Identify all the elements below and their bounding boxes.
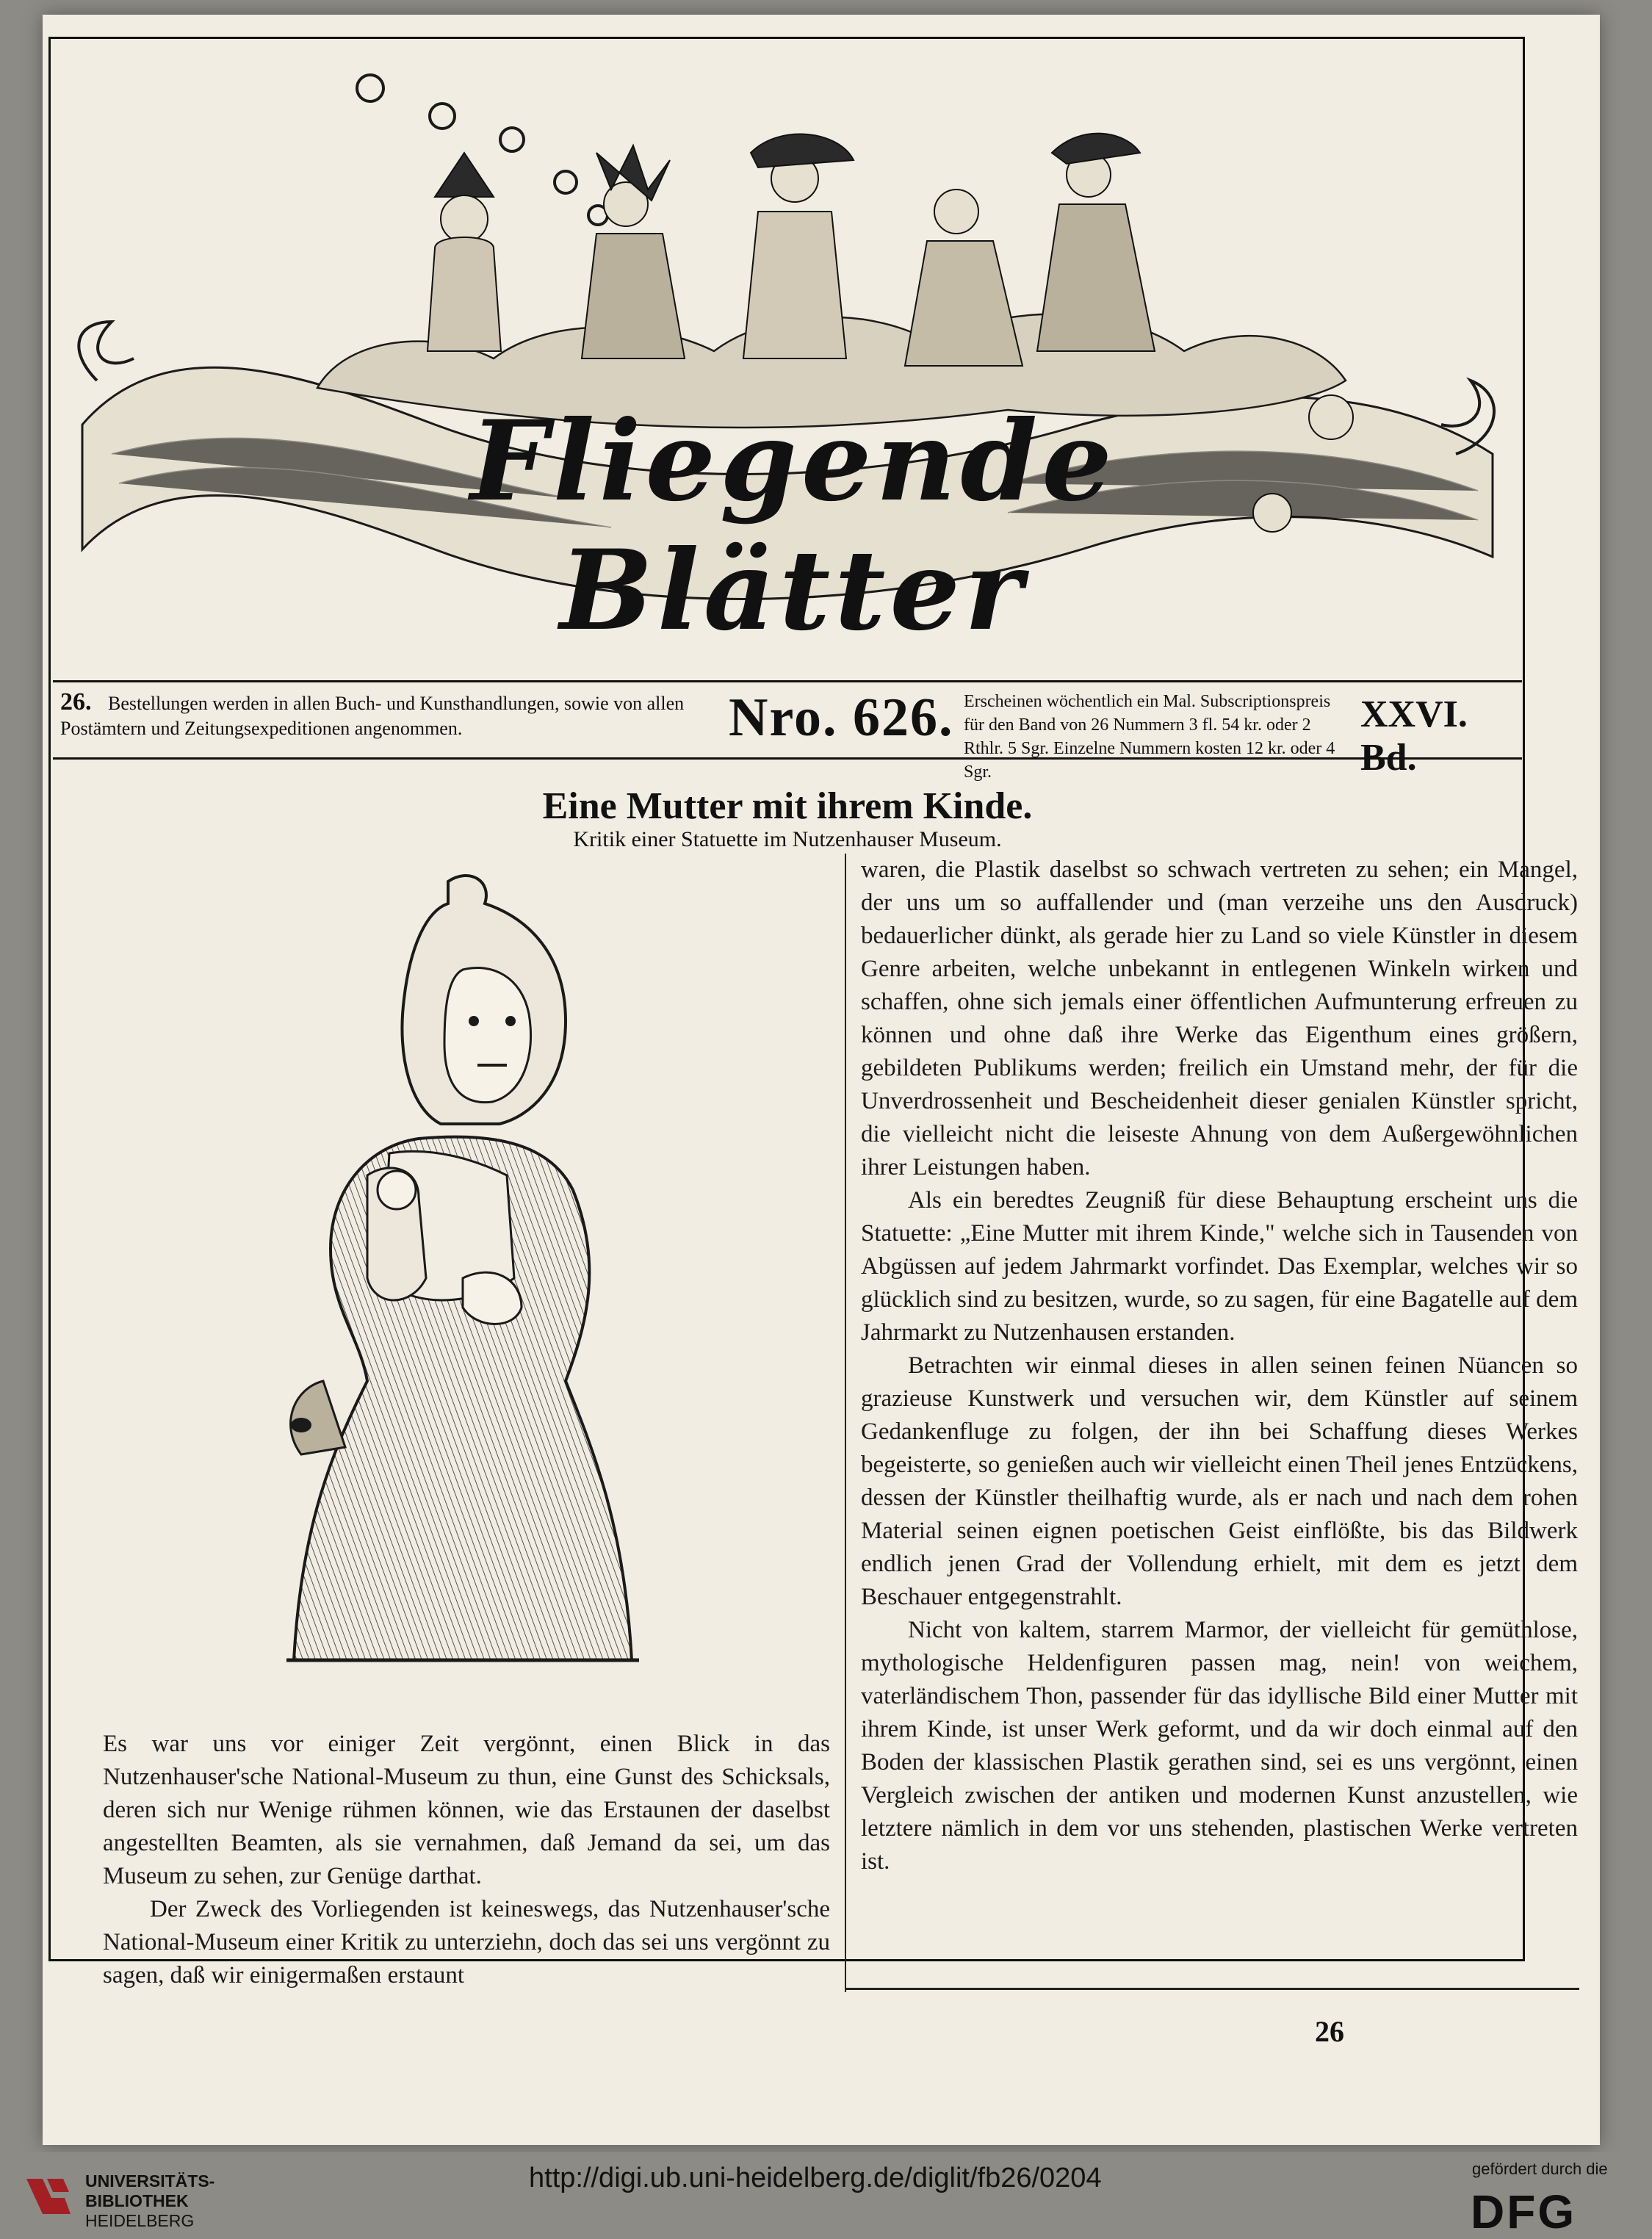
footer-rule	[845, 1988, 1579, 1990]
library-name-line: HEIDELBERG	[85, 2211, 195, 2230]
page-number: 26	[1315, 2015, 1344, 2048]
statuette-illustration	[220, 867, 720, 1697]
article-subtitle: Kritik einer Statuette im Nutzenhauser Museum.	[573, 827, 1002, 851]
article-title: Eine Mutter mit ihrem Kinde.	[542, 785, 1033, 827]
library-name[interactable]	[85, 2171, 214, 2231]
paragraph: Nicht von kaltem, starrem Marmor, der vielleicht für gemüthlose, mythologische Heldenfiguren passen mag, nein! von weichem, vaterländischem Thon, passender für das idyllische Bild einer Mutter mit ihrem Kinde, ist unser Werk geformt, und da wir doch einmal auf den Boden der klassischen Plastik gerathen sind, sei es uns vergönnt, einen Vergleich zwischen der antiken und modernen Kunst anzustellen, wie letztere nämlich in dem vor uns stehenden, plastischen Werke vertreten ist.	[861, 1617, 1578, 1875]
permalink[interactable]: http://digi.ub.uni-heidelberg.de/diglit/fb26/0204	[529, 2163, 1102, 2193]
paragraph: waren, die Plastik daselbst so schwach vertreten zu sehen; ein Mangel, der uns um so auffallender und (man verzeihe uns den Ausdruck) bedauerlicher dünkt, als gerade hier zu Land so viele Künstler in diesem Genre arbeiten, welche unbekannt in entlegenen Winkeln wirken und schaffen, ohne sich jemals einer öffentlichen Aufmunterung erfreuen zu können und ohne daß ihre Werke das Eigenthum eines größern, gebildeten Publikums werden; freilich ein Umstand mehr, der für die Unverdrossenheit und Bescheidenheit dieser genialen Künstler spricht, die vielleicht nicht die leiseste Ahnung von dem Außergewöhnlichen ihrer Leistungen haben.	[861, 857, 1578, 1180]
university-library-logo-icon	[22, 2174, 73, 2218]
year-number: 26.	[60, 688, 92, 715]
left-column	[103, 1728, 830, 1992]
funding-caption: gefördert durch die	[1472, 2160, 1608, 2178]
masthead-title: Fliegende Blätter	[470, 397, 1117, 655]
volume-number: XXVI. Bd.	[1360, 693, 1468, 779]
issue-number: Nro. 626.	[729, 688, 954, 748]
paragraph: Betrachten wir einmal dieses in allen seinen feinen Nüancen so grazieuse Kunstwerk und versuchen wir, dem Künstler auf seinem Gedankenfluge zu folgen, der ihn bei Schaffung dieses Werkes begeisterte, so genießen auch wir vielleicht einen Theil jenes Entzückens, dessen der Künstler theilhaftig wurde, als er nach und nach dem rohen Material seinen eignen poetischen Geist einflößte, bis das Bildwerk endlich jenen Grad der Vollendung erhielt, mit dem es jetzt dem Beschauer entgegenstrahlt.	[861, 1352, 1578, 1610]
library-name-line: UNIVERSITÄTS-	[85, 2171, 215, 2191]
paragraph: Der Zweck des Vorliegenden ist keineswegs, das Nutzenhauser'sche National-Museum einer Kritik zu unterziehn, doch das sei uns vergönnt zu sagen, daß wir einigermaßen erstaunt	[103, 1896, 830, 1989]
column-divider	[845, 854, 846, 1992]
publication-info-bar	[53, 680, 1522, 782]
paragraph: Es war uns vor einiger Zeit vergönnt, einen Blick in das Nutzenhauser'sche National-Museum zu thun, eine Gunst des Schicksals, deren sich nur Wenige rühmen können, wie das Erstaunen der daselbst angestellten Beamten, als sie vernahmen, daß Jemand da sei, um das Museum zu sehen, zur Genüge darthat.	[103, 1731, 830, 1889]
dfg-logo[interactable]: DFG	[1471, 2185, 1577, 2238]
order-info	[60, 690, 721, 741]
right-column	[861, 854, 1578, 1878]
library-name-line: BIBLIOTHEK	[85, 2191, 189, 2210]
order-info-text: Bestellungen werden in allen Buch- und Kunsthandlungen, sowie von allen Postämtern und Zeitungsexpeditionen angenommen.	[60, 693, 685, 739]
subscription-info: Erscheinen wöchentlich ein Mal. Subscriptionspreis für den Band von 26 Nummern 3 fl. 54 kr. oder 2 Rthlr. 5 Sgr. Einzelne Nummern kosten 12 kr. oder 4 Sgr.	[964, 692, 1335, 782]
paragraph: Als ein beredtes Zeugniß für diese Behauptung erscheint uns die Statuette: „Eine Mutter mit ihrem Kinde," welche sich in Tausenden von Abgüssen auf jedem Jahrmarkt vorfindet. Das Exemplar, welches wir so glücklich sind zu besitzen, wurde, so zu sagen, für eine Bagatelle auf dem Jahrmarkt zu Nutzenhausen erstanden.	[861, 1187, 1578, 1346]
